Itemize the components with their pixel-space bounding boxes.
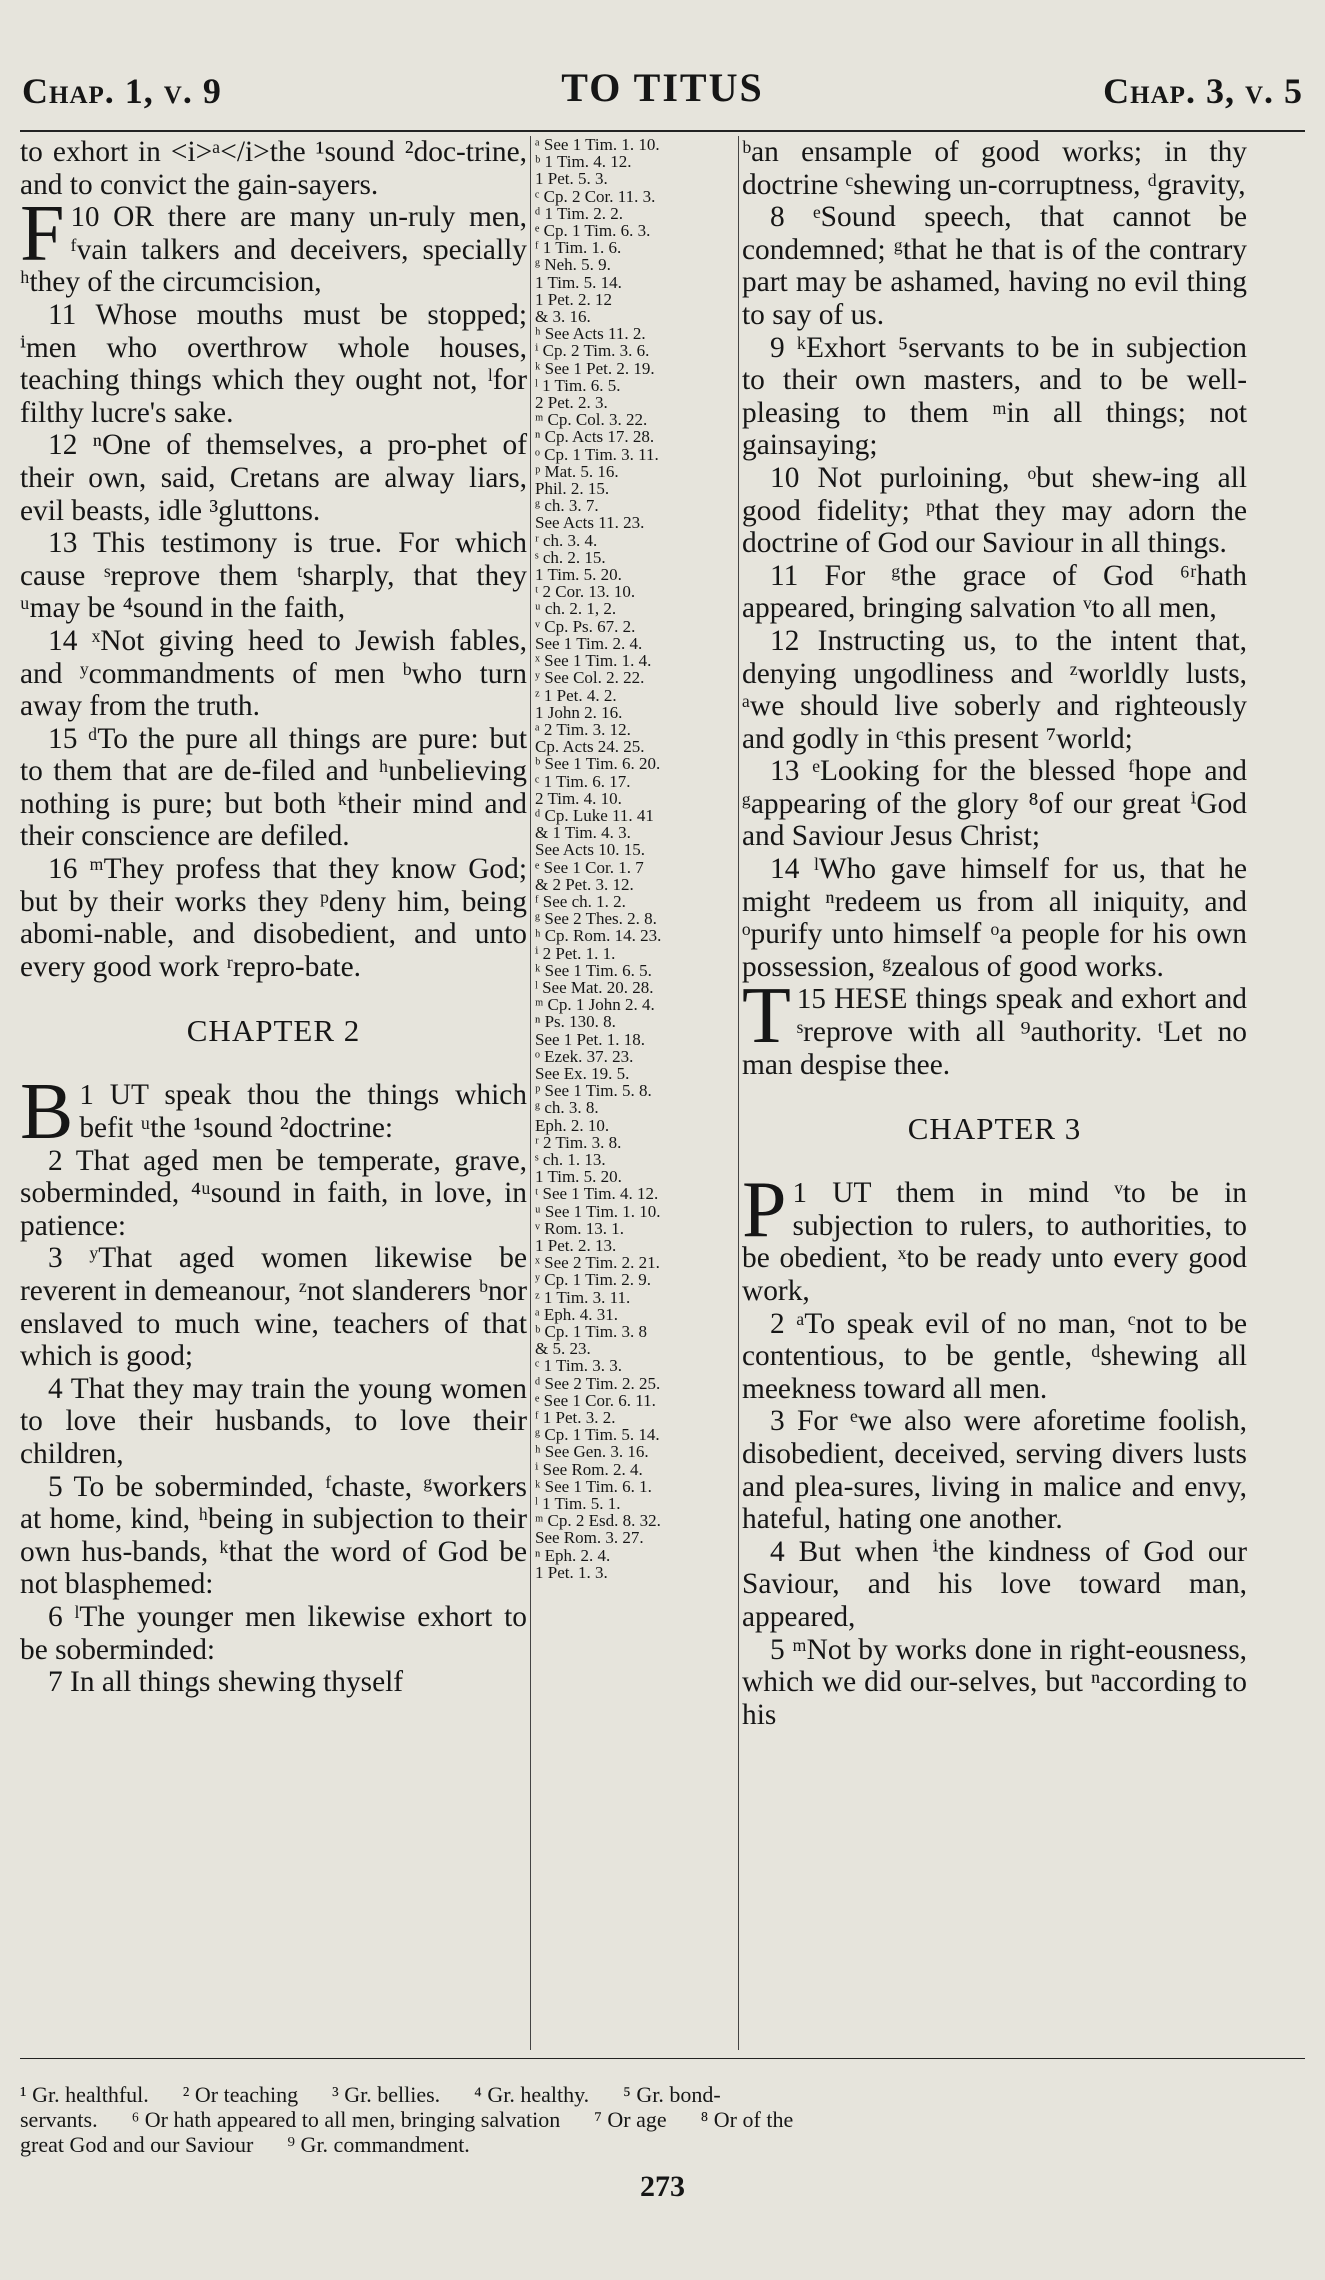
drop-cap: B	[20, 1068, 74, 1157]
cross-reference: ᵇ 1 Tim. 4. 12.	[535, 152, 632, 172]
cross-reference: ᵃ Eph. 4. 31.	[535, 1304, 619, 1324]
header-book-title: TO TITUS	[561, 65, 764, 110]
left-verse: 4 That they may train the young women to love their husbands, to love their children,	[20, 1372, 527, 1470]
cross-reference: ᵍ See 2 Thes. 2. 8.	[535, 909, 657, 929]
cross-reference: Phil. 2. 15.	[535, 479, 610, 499]
cross-reference: ʰ See Acts 11. 2.	[535, 324, 646, 344]
cross-reference: ⁿ Cp. Acts 17. 28.	[535, 427, 655, 447]
right-text-column	[742, 136, 1247, 1731]
chapter-heading: CHAPTER 2	[186, 1013, 361, 1049]
drop-cap: T	[742, 972, 791, 1061]
cross-reference: ᵇ See 1 Tim. 6. 20.	[535, 754, 661, 774]
cross-reference: ⁱ Cp. 2 Tim. 3. 6.	[535, 341, 650, 361]
footnote-item: ⁵ Gr. bond-	[623, 2082, 721, 2107]
left-verse: 2 That aged men be temperate, grave, soberminded, ⁴ᵘsound in faith, in love, in patience:	[20, 1144, 527, 1242]
cross-reference: ⁱ 2 Pet. 1. 1.	[535, 943, 616, 963]
left-verse: 5 To be soberminded, ᶠchaste, ᵍworkers at home, kind, ʰbeing in subjection to their own hus-bands, ᵏthat the word of God be not blasphemed:	[20, 1470, 527, 1601]
right-verse: 8 ᵉSound speech, that cannot be condemned; ᵍthat he that is of the contrary part may be ashamed, having no evil thing to say of us.	[742, 201, 1247, 331]
footnote-item: ⁶ Or hath appeared to all men, bringing salvation	[131, 2107, 561, 2132]
right-verse: 14 ˡWho gave himself for us, that he might ⁿredeem us from all iniquity, and ᵒpurify unto himself ᵒa people for his own possession, ᵍzealous of good works.	[742, 853, 1247, 983]
footnote-line-3	[20, 2132, 1305, 2157]
cross-reference: ᵍ ch. 3. 7.	[535, 496, 599, 516]
cross-reference: ʰ Cp. Rom. 14. 23.	[535, 926, 662, 946]
cross-reference: ʳ 2 Tim. 3. 8.	[535, 1132, 622, 1152]
cross-reference: ᵘ ch. 2. 1, 2.	[535, 599, 617, 619]
cross-reference: & 3. 16.	[535, 307, 591, 327]
left-verse: 12 ⁿOne of themselves, a pro-phet of their own, said, Cretans are alway liars, evil beasts, idle ³gluttons.	[20, 429, 527, 527]
cross-reference: ᵃ 2 Tim. 3. 12.	[535, 719, 631, 739]
right-verse: 10 Not purloining, ᵒbut shew-ing all good fidelity; ᵖthat they may adorn the doctrine of God our Saviour in all things.	[742, 461, 1247, 560]
cross-reference: ˣ See 2 Tim. 2. 21.	[535, 1253, 660, 1273]
cross-reference: ᶠ 1 Tim. 1. 6.	[535, 238, 622, 258]
cross-reference: & 5. 23.	[535, 1339, 591, 1359]
cross-reference: 1 Tim. 5. 20.	[535, 565, 622, 585]
footnote-item: servants.	[20, 2107, 98, 2132]
footnote-line-1	[20, 2082, 1305, 2107]
cross-reference: ˣ See 1 Tim. 1. 4.	[535, 651, 652, 671]
right-paragraph: ᵇan ensample of good works; in thy doctrine ᶜshewing un-corruptness, ᵈgravity,	[742, 136, 1247, 201]
column-divider-right	[738, 136, 739, 2050]
left-text-column	[20, 136, 527, 1699]
cross-reference: ᵐ Cp. 2 Esd. 8. 32.	[535, 1511, 661, 1531]
cross-reference: ᵉ Cp. 1 Tim. 6. 3.	[535, 221, 651, 241]
cross-reference: ᵐ Cp. Col. 3. 22.	[535, 410, 648, 430]
header-left-reference: Chap. 1, v. 9	[22, 71, 222, 111]
cross-reference: ⁿ Ps. 130. 8.	[535, 1012, 616, 1032]
cross-reference: ᶻ 1 Tim. 3. 11.	[535, 1287, 631, 1307]
cross-reference: ᵈ See 2 Tim. 2. 25.	[535, 1373, 661, 1393]
cross-reference: ᵘ See 1 Tim. 1. 10.	[535, 1201, 661, 1221]
cross-reference: 1 Pet. 2. 12	[535, 289, 612, 309]
left-verse: 14 ˣNot giving heed to Jewish fables, and ʸcommandments of men ᵇwho turn away from the truth.	[20, 624, 527, 723]
cross-reference: ᵉ See 1 Cor. 1. 7	[535, 857, 644, 877]
verse-text: HESE things speak and exhort and ˢreprove with all ⁹authority. ᵗLet no man despise thee.	[742, 983, 1247, 1081]
cross-reference: 1 John 2. 16.	[535, 702, 623, 722]
cross-reference: See Rom. 3. 27.	[535, 1528, 644, 1548]
cross-reference: ᶠ 1 Pet. 3. 2.	[535, 1408, 616, 1428]
verse-number: 15	[796, 983, 834, 1016]
footnote-item: ² Or teaching	[182, 2082, 299, 2107]
left-verse: 3 ʸThat aged women likewise be reverent in demeanour, ᶻnot slanderers ᵇnor enslaved to much wine, teachers of that which is good;	[20, 1242, 527, 1373]
cross-reference: Eph. 2. 10.	[535, 1115, 610, 1135]
cross-reference: ᵐ Cp. 1 John 2. 4.	[535, 995, 655, 1015]
cross-reference: 2 Tim. 4. 10.	[535, 788, 622, 808]
header-rule	[20, 130, 1305, 132]
cross-reference: ᶜ Cp. 2 Cor. 11. 3.	[535, 186, 656, 206]
left-verse: 16 ᵐThey profess that they know God; but by their works they ᵖdeny him, being abomi-nable, and disobedient, and unto every good work ʳrepro-bate.	[20, 853, 527, 983]
footnote-rule	[20, 2058, 1305, 2059]
cross-reference: ᵈ 1 Tim. 2. 2.	[535, 203, 623, 223]
cross-reference: 1 Pet. 5. 3.	[535, 169, 608, 189]
cross-reference: 1 Pet. 1. 3.	[535, 1562, 608, 1582]
chapter-heading: CHAPTER 3	[907, 1111, 1082, 1147]
cross-reference: ˡ 1 Tim. 6. 5.	[535, 375, 621, 395]
cross-reference: ʰ See Gen. 3. 16.	[535, 1442, 649, 1462]
right-verse: 2 ᵃTo speak evil of no man, ᶜnot to be contentious, to be gentle, ᵈshewing all meekness toward all men.	[742, 1307, 1247, 1405]
cross-reference: See 1 Tim. 2. 4.	[535, 633, 643, 653]
left-verse: 15 ᵈTo the pure all things are pure: but to them that are de-filed and ʰunbelieving nothing is pure; but both ᵏtheir mind and their conscience are defiled.	[20, 722, 527, 853]
running-header	[20, 60, 1305, 120]
cross-reference: Cp. Acts 24. 25.	[535, 737, 645, 757]
right-verse: 3 For ᵉwe also were aforetime foolish, disobedient, deceived, serving divers lusts and plea-sures, living in malice and envy, hateful, hating one another.	[742, 1405, 1247, 1536]
cross-reference: ᵛ Rom. 13. 1.	[535, 1218, 625, 1238]
cross-reference: & 1 Tim. 4. 3.	[535, 823, 631, 843]
verse-text: OR there are many un-ruly men, ᶠvain talkers and deceivers, specially ʰthey of the circumcision,	[20, 201, 528, 299]
cross-reference: ᵇ Cp. 1 Tim. 3. 8	[535, 1322, 648, 1342]
right-verse: 5 ᵐNot by works done in right-eousness, which we did our-selves, but ⁿaccording to his	[742, 1633, 1247, 1731]
footnote-item: great God and our Saviour	[20, 2132, 254, 2157]
cross-reference: 1 Tim. 5. 14.	[535, 272, 622, 292]
footnote-line-2	[20, 2107, 1305, 2132]
drop-cap: F	[20, 190, 65, 279]
left-verse: 11 Whose mouths must be stopped; ⁱmen who overthrow whole houses, teaching things which they ought not, ˡfor filthy lucre's sake.	[20, 298, 527, 429]
right-verse: 4 But when ⁱthe kindness of God our Saviour, and his love toward man, appeared,	[742, 1535, 1247, 1633]
cross-reference: ⁱ See Rom. 2. 4.	[535, 1459, 643, 1479]
cross-reference: ᵛ Cp. Ps. 67. 2.	[535, 616, 636, 636]
cross-reference: ᵗ 2 Cor. 13. 10.	[535, 582, 636, 602]
right-verse: 9 ᵏExhort ⁵servants to be in subjection to their own masters, and to be well-pleasing to them ᵐin all things; not gainsaying;	[742, 331, 1247, 462]
cross-reference: ᶻ 1 Pet. 4. 2.	[535, 685, 617, 705]
cross-reference: & 2 Pet. 3. 12.	[535, 874, 634, 894]
left-verse-1	[20, 1068, 527, 1157]
verse-number: 1	[792, 1177, 833, 1210]
cross-reference: ᵏ See 1 Tim. 6. 5.	[535, 960, 652, 980]
cross-reference: ʸ See Col. 2. 22.	[535, 668, 645, 688]
drop-cap: P	[742, 1166, 787, 1255]
cross-reference: ᶜ 1 Tim. 6. 17.	[535, 771, 631, 791]
cross-reference: See 1 Pet. 1. 18.	[535, 1029, 646, 1049]
cross-reference: ˢ ch. 2. 15.	[535, 547, 606, 567]
cross-reference: ᵒ Cp. 1 Tim. 3. 11.	[535, 444, 659, 464]
cross-reference: ᵏ See 1 Tim. 6. 1.	[535, 1476, 652, 1496]
page-number: 273	[640, 2170, 685, 2203]
left-verse: 7 In all things shewing thyself	[48, 1666, 404, 1699]
footnote-item: ¹ Gr. healthful.	[20, 2082, 149, 2107]
cross-reference: ᵉ See 1 Cor. 6. 11.	[535, 1390, 656, 1410]
cross-reference: ᵖ Mat. 5. 16.	[535, 461, 619, 481]
verse-text: UT speak thou the things which befit ᵘthe ¹sound ²doctrine:	[79, 1079, 527, 1145]
cross-reference: ᶠ See ch. 1. 2.	[535, 891, 626, 911]
cross-reference: ʸ Cp. 1 Tim. 2. 9.	[535, 1270, 652, 1290]
cross-reference: ᵈ Cp. Luke 11. 41	[535, 805, 654, 825]
cross-reference: ˢ ch. 1. 13.	[535, 1149, 606, 1169]
cross-reference: ᵍ ch. 3. 8.	[535, 1098, 599, 1118]
cross-reference: See Ex. 19. 5.	[535, 1063, 630, 1083]
footnote-item: ⁷ Or age	[594, 2107, 667, 2132]
cross-reference-column	[535, 136, 735, 1581]
cross-reference: See Acts 11. 23.	[535, 513, 645, 533]
right-verse-1	[742, 1166, 1247, 1307]
cross-reference: ⁿ Eph. 2. 4.	[535, 1545, 611, 1565]
cross-reference: ˡ 1 Tim. 5. 1.	[535, 1494, 621, 1514]
right-verse: 13 ᵉLooking for the blessed ᶠhope and ᵍappearing of the glory ⁸of our great ⁱGod and Saviour Jesus Christ;	[742, 755, 1247, 853]
footnote-item: ⁹ Gr. commandment.	[287, 2132, 470, 2157]
header-right-reference: Chap. 3, v. 5	[1103, 71, 1303, 111]
cross-reference: 2 Pet. 2. 3.	[535, 393, 608, 413]
cross-reference: See Acts 10. 15.	[535, 840, 646, 860]
right-verse: 11 For ᵍthe grace of God ⁶ʳhath appeared, bringing salvation ᵛto all men,	[742, 559, 1247, 625]
verse-number: 1	[79, 1079, 110, 1112]
cross-reference: ˡ See Mat. 20. 28.	[535, 977, 654, 997]
footnote-item: ⁸ Or of the	[700, 2107, 794, 2132]
cross-reference: ᵖ See 1 Tim. 5. 8.	[535, 1081, 652, 1101]
right-verse-15	[742, 972, 1247, 1081]
cross-reference: ᶜ 1 Tim. 3. 3.	[535, 1356, 623, 1376]
verse-text: UT them in mind ᵛto be in subjection to rulers, to authorities, to be obedient, ˣto be ready unto every good work,	[742, 1177, 1247, 1307]
cross-reference: 1 Pet. 2. 13.	[535, 1236, 617, 1255]
cross-reference: ᵃ See 1 Tim. 1. 10.	[535, 135, 660, 154]
left-verse-10	[20, 190, 528, 299]
cross-reference: ʳ ch. 3. 4.	[535, 530, 598, 550]
verse-number: 10	[70, 201, 114, 234]
cross-reference: 1 Tim. 5. 20.	[535, 1167, 622, 1187]
cross-reference: ᵍ Neh. 5. 9.	[535, 255, 611, 275]
left-paragraph: to exhort in <i>ᵃ</i>the ¹sound ²doc-trine, and to convict the gain-sayers.	[20, 136, 527, 201]
cross-reference: ᵒ Ezek. 37. 23.	[535, 1046, 634, 1066]
column-divider-left	[530, 136, 531, 2050]
cross-reference: ᵍ Cp. 1 Tim. 5. 14.	[535, 1425, 660, 1445]
footnotes	[20, 2082, 1305, 2157]
left-verse: 6 ˡThe younger men likewise exhort to be soberminded:	[20, 1600, 527, 1666]
cross-reference: ᵏ See 1 Pet. 2. 19.	[535, 358, 655, 378]
right-verse: 12 Instructing us, to the intent that, denying ungodliness and ᶻworldly lusts, ᵃwe should live soberly and righteously and godly in ᶜthis present ⁷world;	[742, 624, 1247, 755]
footnote-item: ⁴ Gr. healthy.	[474, 2082, 590, 2107]
footnote-item: ³ Gr. bellies.	[332, 2082, 441, 2107]
left-verse: 13 This testimony is true. For which cause ˢreprove them ᵗsharply, that they ᵘmay be ⁴sound in the faith,	[20, 527, 527, 625]
cross-reference: ᵗ See 1 Tim. 4. 12.	[535, 1184, 659, 1204]
